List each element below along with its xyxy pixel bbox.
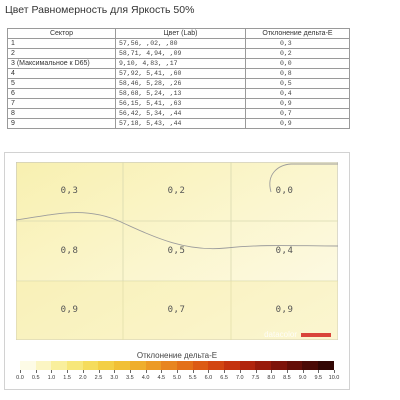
scale-tick-label: 7.5 <box>251 375 260 381</box>
column-header-sector: Сектор <box>8 29 116 39</box>
heatmap-cell-value: 0,7 <box>167 305 186 315</box>
sector-cell: 8 <box>8 109 116 119</box>
scale-tick-label: 2.5 <box>94 375 103 381</box>
table-row <box>8 109 350 119</box>
uniformity-heatmap-panel <box>4 152 350 390</box>
scale-swatch <box>208 361 224 370</box>
scale-tick-label: 7.0 <box>235 375 244 381</box>
heatmap-cell-value: 0,9 <box>275 305 294 315</box>
scale-tick <box>51 370 52 373</box>
brand-accent-bar <box>301 333 331 337</box>
scale-tick-label: 8.5 <box>283 375 291 381</box>
table-row <box>8 69 350 79</box>
table-header-row <box>8 29 350 39</box>
sector-cell: 4 <box>8 69 116 79</box>
color-cell: 56,42, 5,34, ,44 <box>116 109 246 119</box>
scale-title: Отклонение дельта-E <box>136 351 218 360</box>
scale-tick <box>130 370 131 373</box>
color-cell: 58,46, 5,28, ,26 <box>116 79 246 89</box>
watermark-logo: datacolor <box>264 330 297 339</box>
page-title: Цвет Равномерность для Яркость 50% <box>5 4 195 16</box>
delta-cell: 0,2 <box>246 49 350 59</box>
scale-tick-label: 2.0 <box>78 375 87 381</box>
sector-cell: 3 (Максимальное к D65) <box>8 59 116 69</box>
scale-tick-label: 6.0 <box>204 375 213 381</box>
delta-cell: 0,7 <box>246 109 350 119</box>
scale-swatch <box>20 361 36 370</box>
scale-swatch <box>36 361 52 370</box>
sector-cell: 9 <box>8 119 116 129</box>
scale-tick-label: 1.5 <box>63 375 71 381</box>
scale-swatch <box>130 361 146 370</box>
scale-swatch <box>161 361 177 370</box>
sector-cell: 6 <box>8 89 116 99</box>
table-row <box>8 99 350 109</box>
scale-tick-label: 8.0 <box>267 375 276 381</box>
scale-tick <box>99 370 100 373</box>
scale-swatch <box>114 361 130 370</box>
scale-tick <box>224 370 225 373</box>
table-row <box>8 79 350 89</box>
scale-tick-label: 1.0 <box>47 375 56 381</box>
table-row <box>8 119 350 129</box>
uniformity-table <box>7 28 350 129</box>
scale-tick-label: 4.5 <box>157 375 166 381</box>
table-row <box>8 49 350 59</box>
delta-cell: 0,4 <box>246 89 350 99</box>
scale-tick-label: 0.0 <box>16 375 24 381</box>
scale-tick-label: 10.0 <box>328 375 340 381</box>
sector-cell: 1 <box>8 39 116 49</box>
scale-swatch <box>271 361 287 370</box>
color-scale <box>20 361 334 370</box>
scale-swatch <box>177 361 193 370</box>
scale-tick <box>318 370 319 373</box>
scale-swatch <box>98 361 114 370</box>
scale-tick <box>83 370 84 373</box>
table-row <box>8 89 350 99</box>
heatmap-cell-value: 0,4 <box>275 246 294 256</box>
scale-swatch <box>302 361 318 370</box>
scale-tick-label: 9.0 <box>298 375 307 381</box>
delta-cell: 0,5 <box>246 79 350 89</box>
sector-cell: 2 <box>8 49 116 59</box>
scale-swatch <box>224 361 240 370</box>
scale-tick <box>114 370 115 373</box>
sector-cell: 7 <box>8 99 116 109</box>
color-cell: 58,71, 4,94, ,09 <box>116 49 246 59</box>
color-cell: 56,15, 5,41, ,63 <box>116 99 246 109</box>
uniformity-heatmap <box>16 162 338 340</box>
scale-tick <box>161 370 162 373</box>
delta-cell: 0,9 <box>246 119 350 129</box>
scale-tick-label: 0.5 <box>31 375 40 381</box>
scale-tick <box>240 370 241 373</box>
scale-swatch <box>255 361 271 370</box>
scale-tick-label: 3.5 <box>126 375 134 381</box>
sector-cell: 5 <box>8 79 116 89</box>
scale-tick <box>67 370 68 373</box>
scale-tick <box>177 370 178 373</box>
scale-tick-label: 4.0 <box>141 375 150 381</box>
scale-swatch <box>193 361 209 370</box>
scale-swatch <box>83 361 99 370</box>
scale-labels <box>5 375 349 385</box>
scale-tick <box>303 370 304 373</box>
delta-cell: 0,8 <box>246 69 350 79</box>
scale-ticks <box>20 370 340 374</box>
scale-swatch <box>240 361 256 370</box>
scale-tick-label: 5.5 <box>188 375 197 381</box>
scale-tick <box>208 370 209 373</box>
scale-swatch <box>287 361 303 370</box>
scale-tick <box>287 370 288 373</box>
heatmap-cell-value: 0,8 <box>60 246 79 256</box>
scale-swatch <box>146 361 162 370</box>
scale-swatch <box>67 361 83 370</box>
delta-cell: 0,9 <box>246 99 350 109</box>
scale-tick <box>193 370 194 373</box>
delta-cell: 0,3 <box>246 39 350 49</box>
heatmap-cell-value: 0,0 <box>275 186 294 196</box>
color-cell: 9,10, 4,83, ,17 <box>116 59 246 69</box>
scale-tick <box>146 370 147 373</box>
heatmap-cell-value: 0,3 <box>60 186 79 196</box>
scale-tick <box>271 370 272 373</box>
table-row <box>8 39 350 49</box>
scale-tick-label: 6.5 <box>220 375 228 381</box>
heatmap-cell-value: 0,2 <box>167 186 186 196</box>
scale-tick-label: 9.5 <box>314 375 323 381</box>
scale-swatch <box>51 361 67 370</box>
scale-tick <box>256 370 257 373</box>
delta-cell: 0,0 <box>246 59 350 69</box>
scale-tick <box>334 370 335 373</box>
color-cell: 57,92, 5,41, ,60 <box>116 69 246 79</box>
scale-tick-label: 5.0 <box>173 375 181 381</box>
table-row <box>8 59 350 69</box>
scale-tick <box>20 370 21 373</box>
color-cell: 57,18, 5,43, ,44 <box>116 119 246 129</box>
scale-tick <box>36 370 37 373</box>
color-cell: 57,56, ,02, ,80 <box>116 39 246 49</box>
column-header-color: Цвет (Lab) <box>116 29 246 39</box>
heatmap-cell-value: 0,5 <box>167 246 186 256</box>
scale-swatch <box>318 361 334 370</box>
scale-tick-label: 3.0 <box>110 375 119 381</box>
color-cell: 58,68, 5,24, ,13 <box>116 89 246 99</box>
heatmap-cell-value: 0,9 <box>60 305 79 315</box>
column-header-delta: Отклонение дельта-E <box>246 29 350 39</box>
